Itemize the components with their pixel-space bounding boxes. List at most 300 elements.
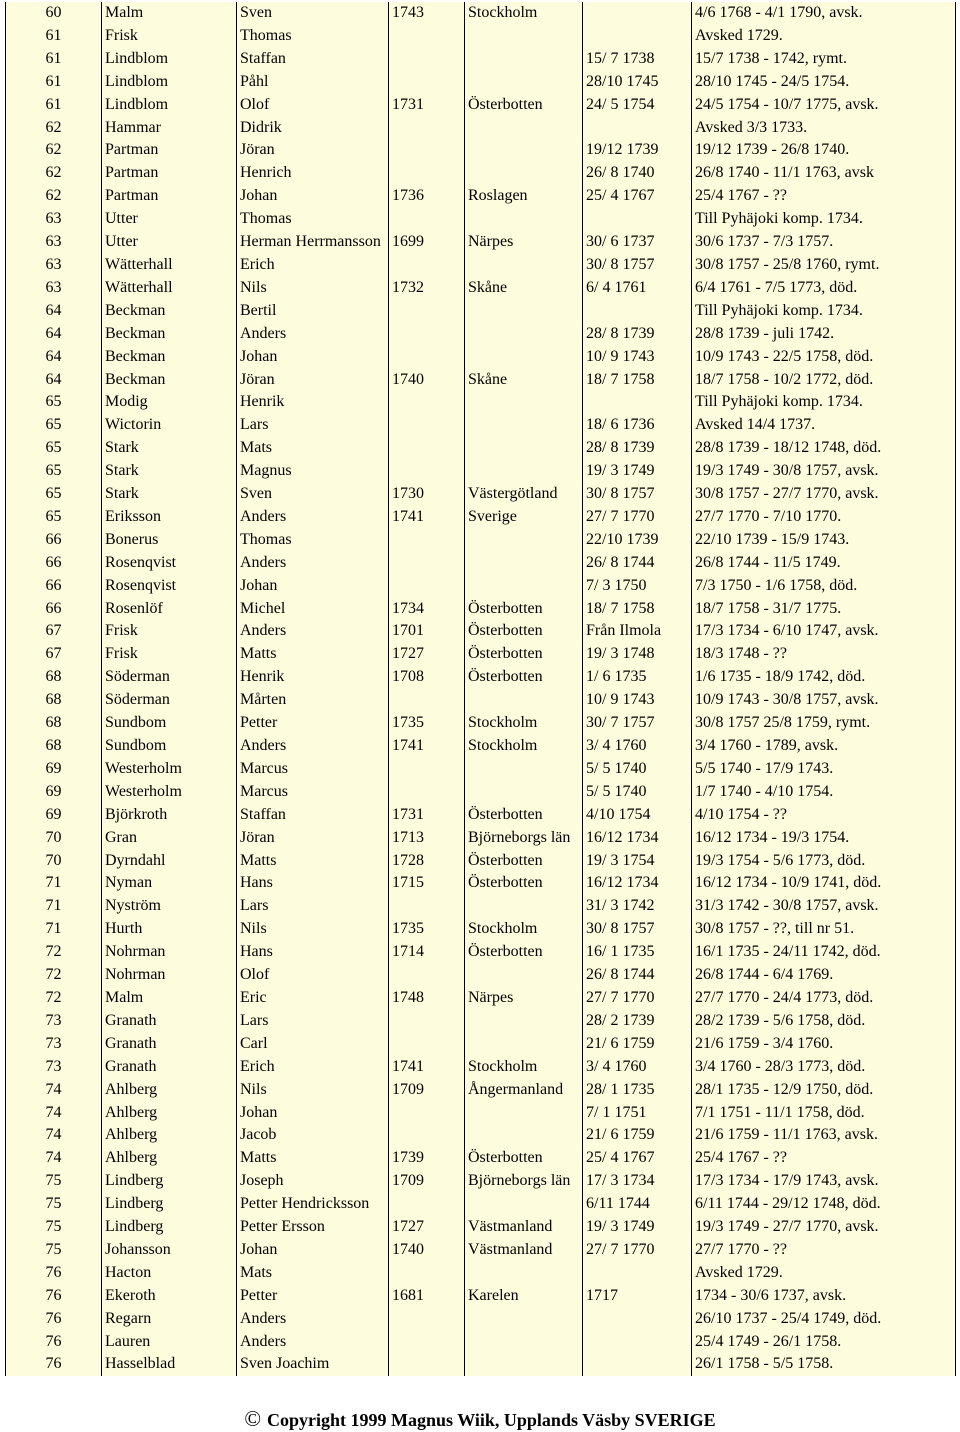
firstname-cell: Didrik <box>237 117 389 140</box>
birth-year-cell <box>389 254 465 277</box>
firstname-cell: Thomas <box>237 529 389 552</box>
origin-cell <box>465 1010 583 1033</box>
number-cell: 66 <box>6 552 102 575</box>
table-row <box>6 643 956 666</box>
date-cell: 30/ 7 1757 <box>583 712 692 735</box>
number-cell: 72 <box>6 964 102 987</box>
firstname-cell: Petter Hendricksson <box>237 1193 389 1216</box>
date-cell: 28/10 1745 <box>583 71 692 94</box>
surname-cell: Utter <box>102 231 237 254</box>
date-cell: 18/ 7 1758 <box>583 598 692 621</box>
birth-year-cell: 1715 <box>389 872 465 895</box>
firstname-cell: Matts <box>237 643 389 666</box>
service-period-cell: 26/10 1737 - 25/4 1749, död. <box>692 1308 956 1331</box>
date-cell: 25/ 4 1767 <box>583 1147 692 1170</box>
table-row <box>6 231 956 254</box>
birth-year-cell: 1735 <box>389 712 465 735</box>
birth-year-cell: 1701 <box>389 620 465 643</box>
service-period-cell: 27/7 1770 - ?? <box>692 1239 956 1262</box>
service-period-cell: 4/10 1754 - ?? <box>692 804 956 827</box>
surname-cell: Malm <box>102 2 237 25</box>
date-cell: 28/ 2 1739 <box>583 1010 692 1033</box>
date-cell: 16/12 1734 <box>583 827 692 850</box>
date-cell: 19/12 1739 <box>583 139 692 162</box>
soldier-register-table <box>5 2 956 1376</box>
birth-year-cell <box>389 71 465 94</box>
number-cell: 73 <box>6 1010 102 1033</box>
origin-cell: Österbotten <box>465 872 583 895</box>
firstname-cell: Hans <box>237 941 389 964</box>
birth-year-cell: 1731 <box>389 94 465 117</box>
birth-year-cell <box>389 964 465 987</box>
service-period-cell: 25/4 1749 - 26/1 1758. <box>692 1331 956 1354</box>
surname-cell: Granath <box>102 1056 237 1079</box>
origin-cell: Österbotten <box>465 804 583 827</box>
birth-year-cell <box>389 208 465 231</box>
origin-cell <box>465 758 583 781</box>
surname-cell: Frisk <box>102 25 237 48</box>
birth-year-cell: 1740 <box>389 1239 465 1262</box>
surname-cell: Hasselblad <box>102 1353 237 1376</box>
surname-cell: Eriksson <box>102 506 237 529</box>
firstname-cell: Anders <box>237 323 389 346</box>
firstname-cell: Johan <box>237 1102 389 1125</box>
number-cell: 75 <box>6 1239 102 1262</box>
birth-year-cell <box>389 162 465 185</box>
date-cell: 31/ 3 1742 <box>583 895 692 918</box>
surname-cell: Hammar <box>102 117 237 140</box>
table-body <box>6 2 956 1376</box>
date-cell <box>583 1262 692 1285</box>
number-cell: 61 <box>6 94 102 117</box>
firstname-cell: Olof <box>237 964 389 987</box>
service-period-cell: 15/7 1738 - 1742, rymt. <box>692 48 956 71</box>
number-cell: 75 <box>6 1216 102 1239</box>
firstname-cell: Marcus <box>237 758 389 781</box>
origin-cell <box>465 895 583 918</box>
number-cell: 61 <box>6 71 102 94</box>
origin-cell <box>465 48 583 71</box>
birth-year-cell: 1699 <box>389 231 465 254</box>
number-cell: 67 <box>6 620 102 643</box>
number-cell: 73 <box>6 1056 102 1079</box>
date-cell: 1717 <box>583 1285 692 1308</box>
firstname-cell: Erich <box>237 254 389 277</box>
surname-cell: Hurth <box>102 918 237 941</box>
service-period-cell: 30/8 1757 - 25/8 1760, rymt. <box>692 254 956 277</box>
number-cell: 66 <box>6 598 102 621</box>
birth-year-cell: 1732 <box>389 277 465 300</box>
birth-year-cell <box>389 25 465 48</box>
service-period-cell: 5/5 1740 - 17/9 1743. <box>692 758 956 781</box>
firstname-cell: Petter <box>237 712 389 735</box>
surname-cell: Partman <box>102 139 237 162</box>
birth-year-cell: 1713 <box>389 827 465 850</box>
service-period-cell: 28/2 1739 - 5/6 1758, död. <box>692 1010 956 1033</box>
table-row <box>6 414 956 437</box>
firstname-cell: Johan <box>237 1239 389 1262</box>
number-cell: 66 <box>6 575 102 598</box>
firstname-cell: Staffan <box>237 48 389 71</box>
birth-year-cell <box>389 323 465 346</box>
table-row <box>6 1331 956 1354</box>
surname-cell: Ekeroth <box>102 1285 237 1308</box>
firstname-cell: Henrik <box>237 666 389 689</box>
service-period-cell: 3/4 1760 - 1789, avsk. <box>692 735 956 758</box>
origin-cell <box>465 1102 583 1125</box>
service-period-cell: Avsked 1729. <box>692 25 956 48</box>
origin-cell: Roslagen <box>465 185 583 208</box>
birth-year-cell: 1708 <box>389 666 465 689</box>
number-cell: 69 <box>6 781 102 804</box>
surname-cell: Lindberg <box>102 1193 237 1216</box>
date-cell: 3/ 4 1760 <box>583 1056 692 1079</box>
date-cell: 6/ 4 1761 <box>583 277 692 300</box>
firstname-cell: Johan <box>237 575 389 598</box>
firstname-cell: Henrich <box>237 162 389 185</box>
number-cell: 72 <box>6 941 102 964</box>
birth-year-cell <box>389 895 465 918</box>
origin-cell <box>465 25 583 48</box>
date-cell: 1/ 6 1735 <box>583 666 692 689</box>
number-cell: 62 <box>6 139 102 162</box>
service-period-cell: 26/8 1744 - 11/5 1749. <box>692 552 956 575</box>
origin-cell: Stockholm <box>465 1056 583 1079</box>
number-cell: 72 <box>6 987 102 1010</box>
table-row <box>6 781 956 804</box>
number-cell: 74 <box>6 1079 102 1102</box>
birth-year-cell <box>389 689 465 712</box>
table-row <box>6 758 956 781</box>
birth-year-cell <box>389 1353 465 1376</box>
surname-cell: Westerholm <box>102 781 237 804</box>
number-cell: 64 <box>6 300 102 323</box>
service-period-cell: 28/8 1739 - juli 1742. <box>692 323 956 346</box>
service-period-cell: 26/8 1740 - 11/1 1763, avsk <box>692 162 956 185</box>
service-period-cell: 28/10 1745 - 24/5 1754. <box>692 71 956 94</box>
birth-year-cell <box>389 1331 465 1354</box>
service-period-cell: 28/8 1739 - 18/12 1748, död. <box>692 437 956 460</box>
number-cell: 74 <box>6 1147 102 1170</box>
date-cell <box>583 1308 692 1331</box>
date-cell: 19/ 3 1749 <box>583 1216 692 1239</box>
birth-year-cell <box>389 48 465 71</box>
surname-cell: Partman <box>102 185 237 208</box>
table-row <box>6 620 956 643</box>
firstname-cell: Sven <box>237 2 389 25</box>
table-row <box>6 1262 956 1285</box>
origin-cell: Björneborgs län <box>465 1170 583 1193</box>
date-cell: 17/ 3 1734 <box>583 1170 692 1193</box>
service-period-cell: 30/6 1737 - 7/3 1757. <box>692 231 956 254</box>
service-period-cell: 10/9 1743 - 22/5 1758, död. <box>692 346 956 369</box>
birth-year-cell <box>389 139 465 162</box>
firstname-cell: Nils <box>237 918 389 941</box>
service-period-cell: 30/8 1757 - 27/7 1770, avsk. <box>692 483 956 506</box>
table-row <box>6 506 956 529</box>
birth-year-cell <box>389 391 465 414</box>
date-cell: 10/ 9 1743 <box>583 689 692 712</box>
surname-cell: Nyman <box>102 872 237 895</box>
number-cell: 74 <box>6 1124 102 1147</box>
origin-cell: Västergötland <box>465 483 583 506</box>
birth-year-cell: 1740 <box>389 369 465 392</box>
table-row <box>6 369 956 392</box>
surname-cell: Nohrman <box>102 941 237 964</box>
date-cell: 27/ 7 1770 <box>583 506 692 529</box>
table-row <box>6 850 956 873</box>
service-period-cell: 19/3 1749 - 30/8 1757, avsk. <box>692 460 956 483</box>
surname-cell: Lindblom <box>102 94 237 117</box>
birth-year-cell <box>389 1262 465 1285</box>
firstname-cell: Anders <box>237 552 389 575</box>
firstname-cell: Mats <box>237 437 389 460</box>
date-cell: 10/ 9 1743 <box>583 346 692 369</box>
table-row <box>6 460 956 483</box>
table-row <box>6 598 956 621</box>
firstname-cell: Anders <box>237 1331 389 1354</box>
surname-cell: Söderman <box>102 689 237 712</box>
date-cell: 26/ 8 1740 <box>583 162 692 185</box>
date-cell: 7/ 1 1751 <box>583 1102 692 1125</box>
firstname-cell: Jöran <box>237 369 389 392</box>
origin-cell <box>465 391 583 414</box>
firstname-cell: Carl <box>237 1033 389 1056</box>
origin-cell <box>465 414 583 437</box>
origin-cell: Ångermanland <box>465 1079 583 1102</box>
number-cell: 68 <box>6 712 102 735</box>
service-period-cell: 30/8 1757 - ??, till nr 51. <box>692 918 956 941</box>
surname-cell: Söderman <box>102 666 237 689</box>
service-period-cell: 25/4 1767 - ?? <box>692 1147 956 1170</box>
date-cell <box>583 1331 692 1354</box>
number-cell: 76 <box>6 1353 102 1376</box>
firstname-cell: Thomas <box>237 208 389 231</box>
table-row <box>6 277 956 300</box>
number-cell: 76 <box>6 1285 102 1308</box>
service-period-cell: 1/6 1735 - 18/9 1742, död. <box>692 666 956 689</box>
service-period-cell: 10/9 1743 - 30/8 1757, avsk. <box>692 689 956 712</box>
service-period-cell: 27/7 1770 - 7/10 1770. <box>692 506 956 529</box>
firstname-cell: Anders <box>237 620 389 643</box>
service-period-cell: 4/6 1768 - 4/1 1790, avsk. <box>692 2 956 25</box>
surname-cell: Stark <box>102 483 237 506</box>
firstname-cell: Olof <box>237 94 389 117</box>
birth-year-cell: 1709 <box>389 1079 465 1102</box>
surname-cell: Ahlberg <box>102 1147 237 1170</box>
firstname-cell: Lars <box>237 895 389 918</box>
surname-cell: Beckman <box>102 323 237 346</box>
number-cell: 62 <box>6 117 102 140</box>
origin-cell <box>465 964 583 987</box>
surname-cell: Dyrndahl <box>102 850 237 873</box>
origin-cell: Karelen <box>465 1285 583 1308</box>
firstname-cell: Henrik <box>237 391 389 414</box>
surname-cell: Granath <box>102 1010 237 1033</box>
table-row <box>6 1193 956 1216</box>
date-cell: 15/ 7 1738 <box>583 48 692 71</box>
service-period-cell: Avsked 14/4 1737. <box>692 414 956 437</box>
firstname-cell: Staffan <box>237 804 389 827</box>
birth-year-cell <box>389 758 465 781</box>
service-period-cell: 21/6 1759 - 3/4 1760. <box>692 1033 956 1056</box>
table-row <box>6 185 956 208</box>
service-period-cell: Avsked 1729. <box>692 1262 956 1285</box>
number-cell: 71 <box>6 918 102 941</box>
surname-cell: Frisk <box>102 620 237 643</box>
table-row <box>6 1216 956 1239</box>
date-cell <box>583 25 692 48</box>
register-sheet <box>5 2 955 1376</box>
birth-year-cell: 1734 <box>389 598 465 621</box>
firstname-cell: Marcus <box>237 781 389 804</box>
firstname-cell: Anders <box>237 735 389 758</box>
service-period-cell: Till Pyhäjoki komp. 1734. <box>692 391 956 414</box>
table-row <box>6 1239 956 1262</box>
table-row <box>6 918 956 941</box>
service-period-cell: 7/1 1751 - 11/1 1758, död. <box>692 1102 956 1125</box>
birth-year-cell <box>389 460 465 483</box>
birth-year-cell: 1739 <box>389 1147 465 1170</box>
surname-cell: Lindberg <box>102 1216 237 1239</box>
date-cell: 24/ 5 1754 <box>583 94 692 117</box>
surname-cell: Björkroth <box>102 804 237 827</box>
origin-cell <box>465 1193 583 1216</box>
table-row <box>6 254 956 277</box>
number-cell: 69 <box>6 804 102 827</box>
origin-cell <box>465 689 583 712</box>
firstname-cell: Sven <box>237 483 389 506</box>
date-cell: 26/ 8 1744 <box>583 964 692 987</box>
service-period-cell: 17/3 1734 - 6/10 1747, avsk. <box>692 620 956 643</box>
birth-year-cell <box>389 781 465 804</box>
firstname-cell: Nils <box>237 1079 389 1102</box>
birth-year-cell: 1736 <box>389 185 465 208</box>
origin-cell <box>465 323 583 346</box>
origin-cell: Västmanland <box>465 1216 583 1239</box>
firstname-cell: Michel <box>237 598 389 621</box>
origin-cell: Österbotten <box>465 666 583 689</box>
table-row <box>6 666 956 689</box>
date-cell: 4/10 1754 <box>583 804 692 827</box>
surname-cell: Granath <box>102 1033 237 1056</box>
date-cell: 5/ 5 1740 <box>583 758 692 781</box>
number-cell: 68 <box>6 666 102 689</box>
origin-cell <box>465 1262 583 1285</box>
number-cell: 63 <box>6 254 102 277</box>
surname-cell: Beckman <box>102 369 237 392</box>
number-cell: 70 <box>6 827 102 850</box>
date-cell: 30/ 8 1757 <box>583 918 692 941</box>
surname-cell: Lindblom <box>102 48 237 71</box>
number-cell: 74 <box>6 1102 102 1125</box>
service-period-cell: 24/5 1754 - 10/7 1775, avsk. <box>692 94 956 117</box>
origin-cell: Österbotten <box>465 1147 583 1170</box>
table-row <box>6 25 956 48</box>
table-row <box>6 71 956 94</box>
table-row <box>6 117 956 140</box>
number-cell: 65 <box>6 391 102 414</box>
table-row <box>6 804 956 827</box>
firstname-cell: Hans <box>237 872 389 895</box>
service-period-cell: 19/12 1739 - 26/8 1740. <box>692 139 956 162</box>
copyright-text: Copyright 1999 Magnus Wiik, Upplands Väsby SVERIGE <box>267 1410 716 1430</box>
table-row <box>6 1308 956 1331</box>
copyright-icon: © <box>244 1406 262 1431</box>
birth-year-cell: 1741 <box>389 735 465 758</box>
date-cell <box>583 300 692 323</box>
date-cell: 28/ 8 1739 <box>583 323 692 346</box>
firstname-cell: Johan <box>237 185 389 208</box>
number-cell: 70 <box>6 850 102 873</box>
firstname-cell: Sven Joachim <box>237 1353 389 1376</box>
origin-cell <box>465 139 583 162</box>
table-row <box>6 483 956 506</box>
number-cell: 66 <box>6 529 102 552</box>
origin-cell <box>465 1033 583 1056</box>
number-cell: 63 <box>6 277 102 300</box>
table-row <box>6 1033 956 1056</box>
surname-cell: Sundbom <box>102 735 237 758</box>
service-period-cell: 16/12 1734 - 10/9 1741, död. <box>692 872 956 895</box>
birth-year-cell: 1735 <box>389 918 465 941</box>
surname-cell: Westerholm <box>102 758 237 781</box>
number-cell: 62 <box>6 185 102 208</box>
origin-cell: Österbotten <box>465 94 583 117</box>
service-period-cell: 27/7 1770 - 24/4 1773, död. <box>692 987 956 1010</box>
origin-cell <box>465 254 583 277</box>
service-period-cell: 16/12 1734 - 19/3 1754. <box>692 827 956 850</box>
date-cell <box>583 1353 692 1376</box>
origin-cell <box>465 71 583 94</box>
date-cell <box>583 208 692 231</box>
table-row <box>6 162 956 185</box>
date-cell: 28/ 8 1739 <box>583 437 692 460</box>
table-row <box>6 1010 956 1033</box>
surname-cell: Lindberg <box>102 1170 237 1193</box>
surname-cell: Rosenqvist <box>102 552 237 575</box>
surname-cell: Stark <box>102 460 237 483</box>
number-cell: 68 <box>6 689 102 712</box>
birth-year-cell: 1727 <box>389 643 465 666</box>
surname-cell: Nohrman <box>102 964 237 987</box>
service-period-cell: Avsked 3/3 1733. <box>692 117 956 140</box>
birth-year-cell: 1714 <box>389 941 465 964</box>
firstname-cell: Eric <box>237 987 389 1010</box>
origin-cell: Skåne <box>465 369 583 392</box>
origin-cell <box>465 346 583 369</box>
table-row <box>6 689 956 712</box>
firstname-cell: Johan <box>237 346 389 369</box>
firstname-cell: Joseph <box>237 1170 389 1193</box>
birth-year-cell <box>389 1033 465 1056</box>
table-row <box>6 1147 956 1170</box>
surname-cell: Stark <box>102 437 237 460</box>
table-row <box>6 300 956 323</box>
number-cell: 75 <box>6 1170 102 1193</box>
service-period-cell: 22/10 1739 - 15/9 1743. <box>692 529 956 552</box>
table-row <box>6 1170 956 1193</box>
birth-year-cell <box>389 346 465 369</box>
date-cell: 30/ 8 1757 <box>583 254 692 277</box>
origin-cell <box>465 781 583 804</box>
firstname-cell: Jöran <box>237 139 389 162</box>
table-row <box>6 895 956 918</box>
birth-year-cell <box>389 1193 465 1216</box>
service-period-cell: 26/8 1744 - 6/4 1769. <box>692 964 956 987</box>
date-cell: 21/ 6 1759 <box>583 1124 692 1147</box>
firstname-cell: Mårten <box>237 689 389 712</box>
